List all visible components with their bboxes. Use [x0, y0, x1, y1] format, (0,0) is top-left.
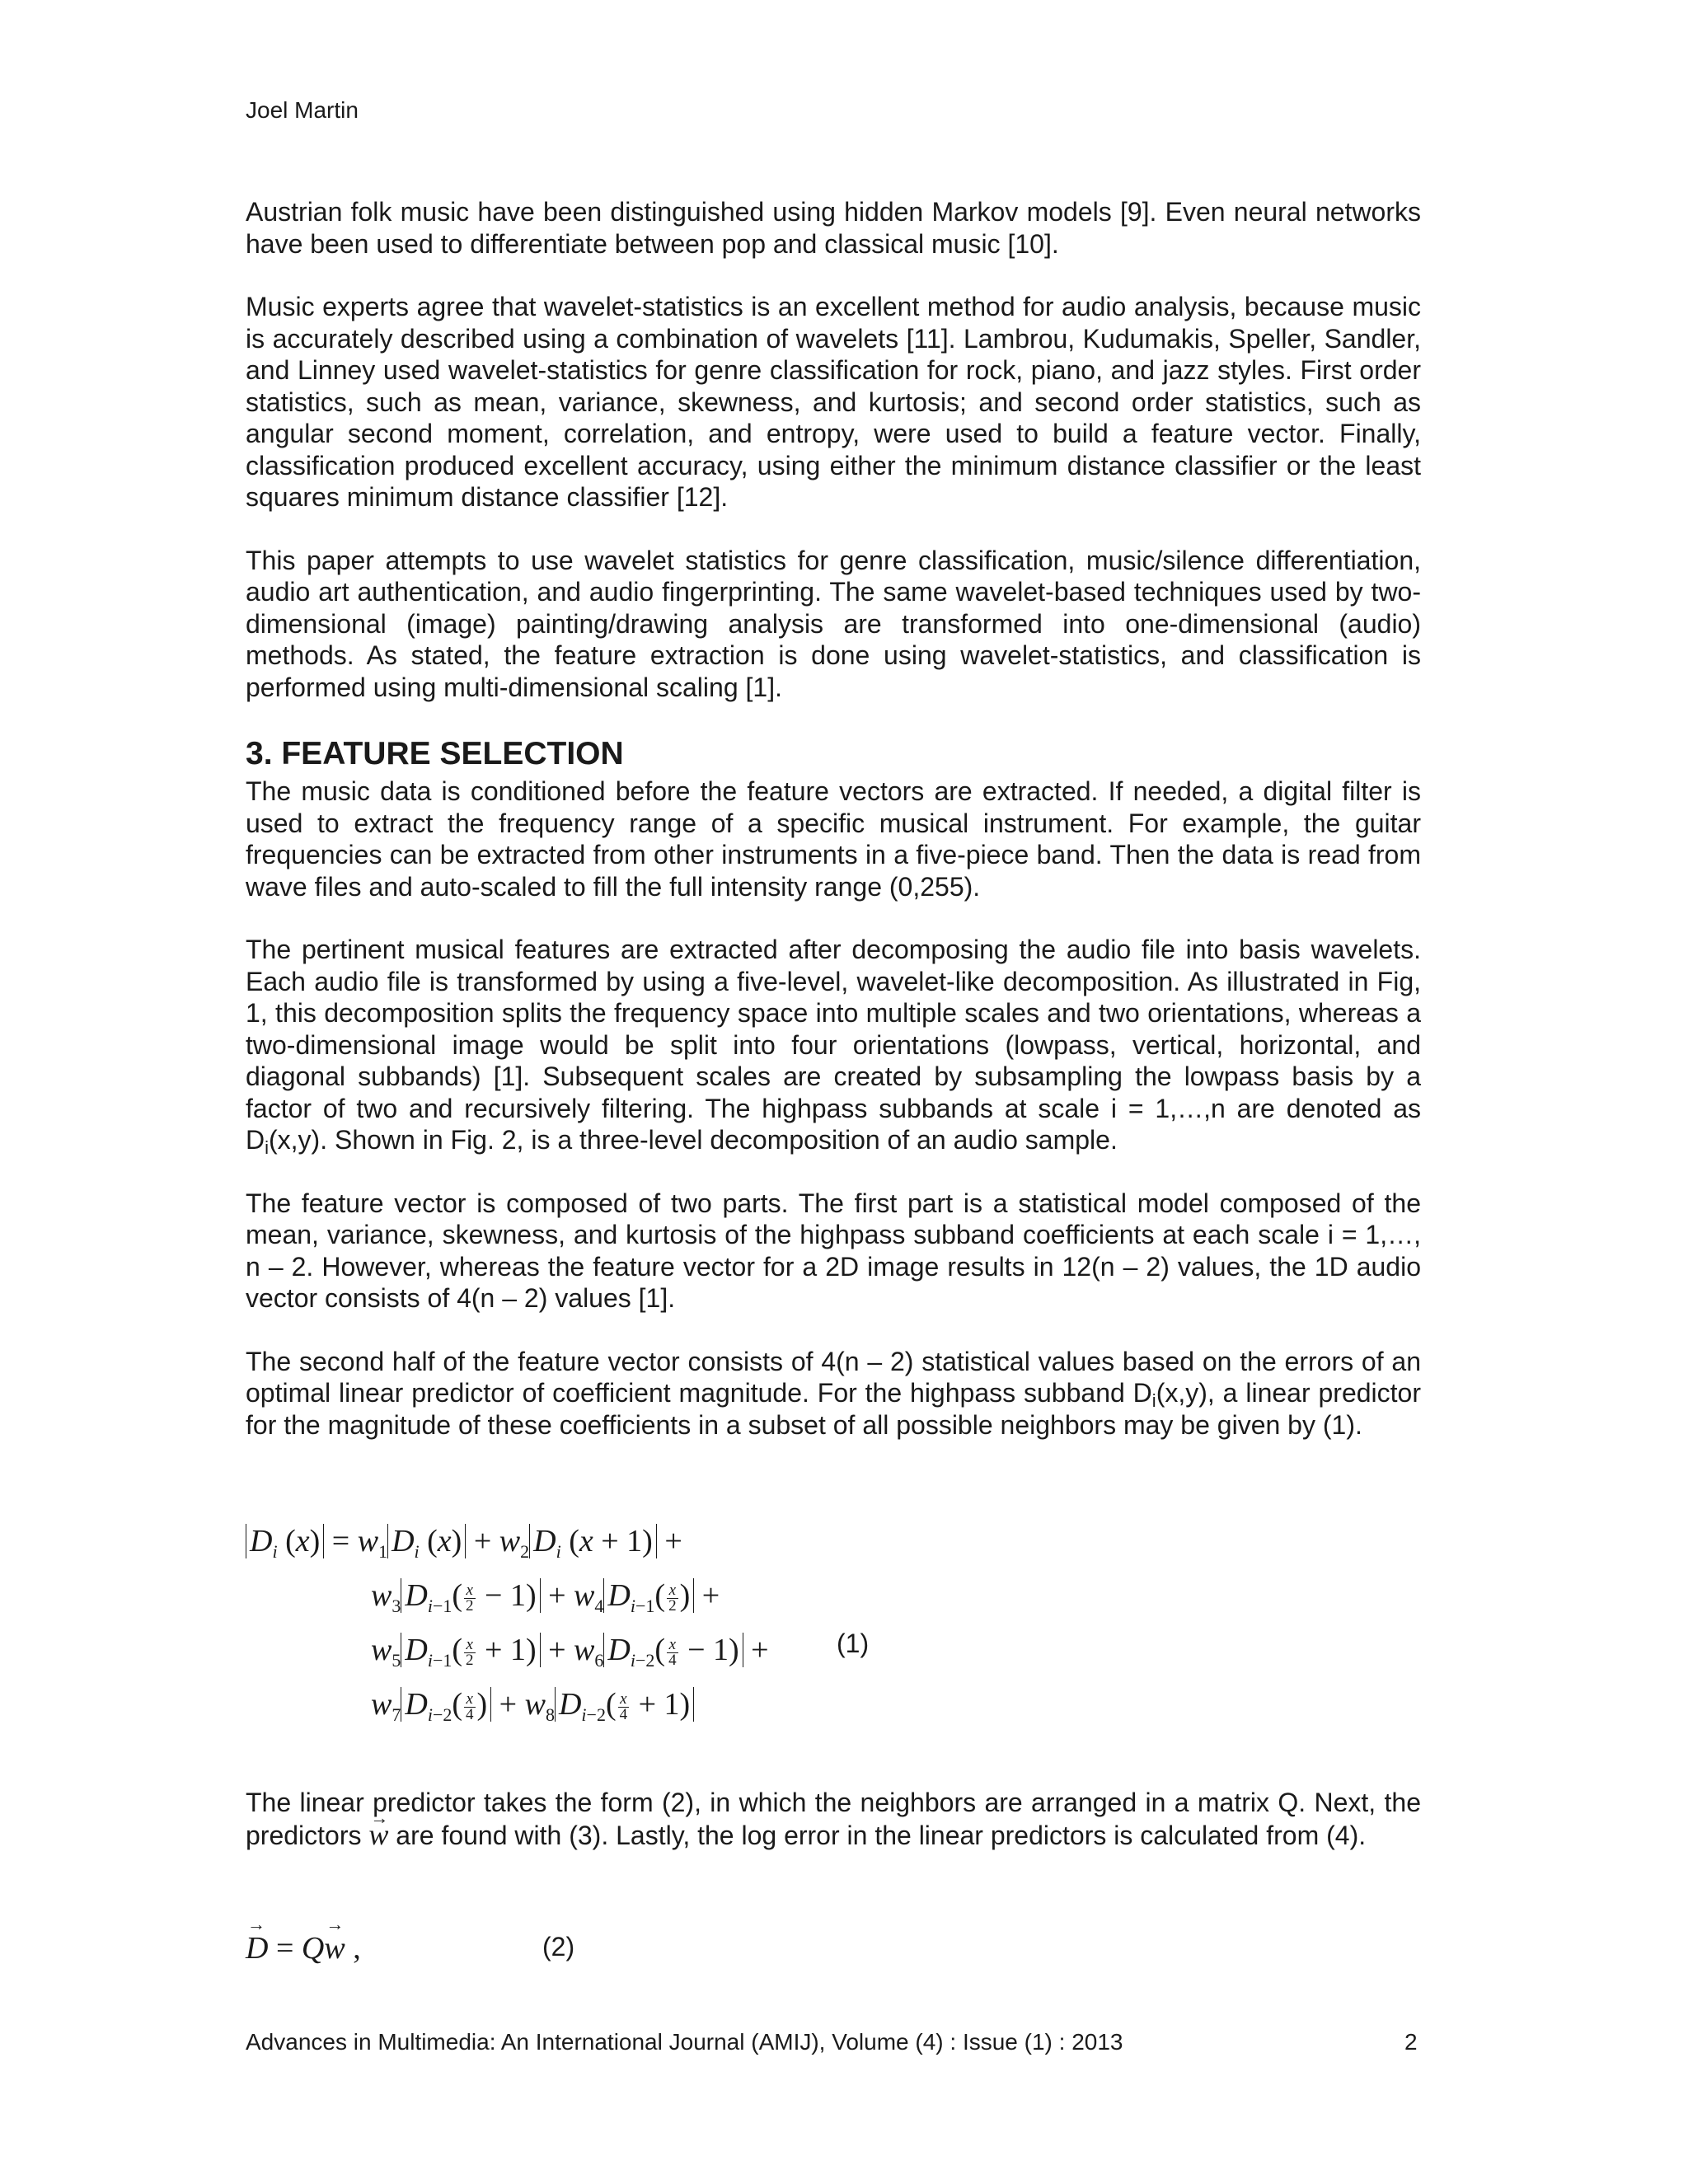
equation-1-line-2: $w_3$ $D_{i-1}$( $\frac{x}{2}$ − $1) + w_4$ $D_{i-1}$( $\frac{x}{2}$ ) + [371, 1578, 720, 1616]
paragraph-paper-aims: This paper attempts to use wavelet statistics for genre classification, music/silence differentiation, audio art authentication, and audio fingerprinting. The same wavelet-based techniques used by two-dimensional (image) painting/drawing analysis are transformed into one-dimensional (audio) methods. As stated, the feature extraction is done using wavelet-statistics, and classification is performed using multi-dimensional scaling [1]. [246, 545, 1421, 702]
equation-1-line-1: $D_i$ $(x) = w_1$ $D_i$ $(x) + w_2$ $D_i$ (x + 1) + [246, 1523, 682, 1559]
body-text-lower [246, 1787, 1421, 1882]
equation-1-line-3: $w_5$ $D_{i-1}$( $\frac{x}{2}$ + $1) + w_6$ $D_{i-2}$( $\frac{x}{4}$ − 1) + [371, 1633, 769, 1671]
paragraph-feature-vector: The feature vector is composed of two parts. The first part is a statistical model composed of the mean, variance, skewness, and kurtosis of the highpass subband coefficients at each scale i = 1,…, n – 2. However, whereas the feature vector for a 2D image results in 12(n – 2) values, the 1D audio vector consists of 4(n – 2) values [1]. [246, 1188, 1421, 1313]
equation-2-body: → D = Q→ w , [246, 1930, 361, 1966]
paragraph-data-conditioning: The music data is conditioned before the feature vectors are extracted. If needed, a digital filter is used to extract the frequency range of a specific musical instrument. For example, the guitar frequencies can be extracted from other instruments in a five-piece band. Then the data is read from wave files and auto-scaled to fill the full intensity range (0,255). [246, 776, 1421, 902]
paragraph-wavelet-statistics: Music experts agree that wavelet-statistics is an excellent method for audio analysis, because music is accurately described using a combination of wavelets [11]. Lambrou, Kudumakis, Speller, Sandler, and Linney used wavelet-statistics for genre classification for rock, piano, and jazz styles. First order statistics, such as mean, variance, skewness, and kurtosis; and second order statistics, such as angular second moment, correlation, and entropy, were used to build a feature vector. Finally, classification produced excellent accuracy, using either the minimum distance classifier or the least squares minimum distance classifier [12]. [246, 292, 1421, 512]
paragraph-linear-predictor: The second half of the feature vector consists of 4(n – 2) statistical values based on the errors of an optimal linear predictor of coefficient magnitude. For the highpass subband $D_i(x,y)$, a linear predictor for the magnitude of these coefficients in a subset of all possible neighbors may be given by (1). [246, 1346, 1422, 1440]
paragraph-folk-music: Austrian folk music have been distinguished using hidden Markov models [9]. Even neural networks have been used to differentiate between pop and classical music [10]. [246, 197, 1421, 259]
footer-journal-citation: Advances in Multimedia: An International Journal (AMIJ), Volume (4) : Issue (1) : 2013 [246, 2029, 1123, 2055]
paragraph-predictor-form: The linear predictor takes the form (2), in which the neighbors are arranged in a matrix Q. Next, the predictors → w are found with (3). Lastly, the log error in the linear predictors is calculated from (4). [246, 1787, 1421, 1851]
footer-page-number: 2 [1404, 2029, 1418, 2055]
equation-1-line-4: $w_7$ $D_{i-2}$( $\frac{x}{4}$ ) + $w_8$ $D_{i-2}$( $\frac{x}{4}$ + 1) [371, 1686, 694, 1722]
paragraph-decomposition: The pertinent musical features are extracted after decomposing the audio file into basis wavelets. Each audio file is transformed by using a five-level, wavelet-like decomposition. As illustrated in Fig, 1, this decomposition splits the frequency space into multiple scales and two orientations, whereas a two-dimensional image would be split into four orientations (lowpass, vertical, horizontal, and diagonal subbands) [1]. Subsequent scales are created by subsampling the lowpass basis by a factor of two and recursively filtering. The highpass subbands at scale i = 1,…,n are denoted as $D_i(x,y)$. Shown in Fig. 2, is a three-level decomposition of an audio sample. [246, 935, 1421, 1158]
running-head-author: Joel Martin [246, 97, 359, 123]
equation-2-number: (2) [542, 1932, 575, 1961]
equation-1-number: (1) [837, 1629, 870, 1658]
vector-w-symbol: → w [368, 1819, 388, 1851]
section-heading-feature-selection: 3. FEATURE SELECTION [246, 736, 624, 771]
body-text-upper [246, 196, 1421, 1472]
